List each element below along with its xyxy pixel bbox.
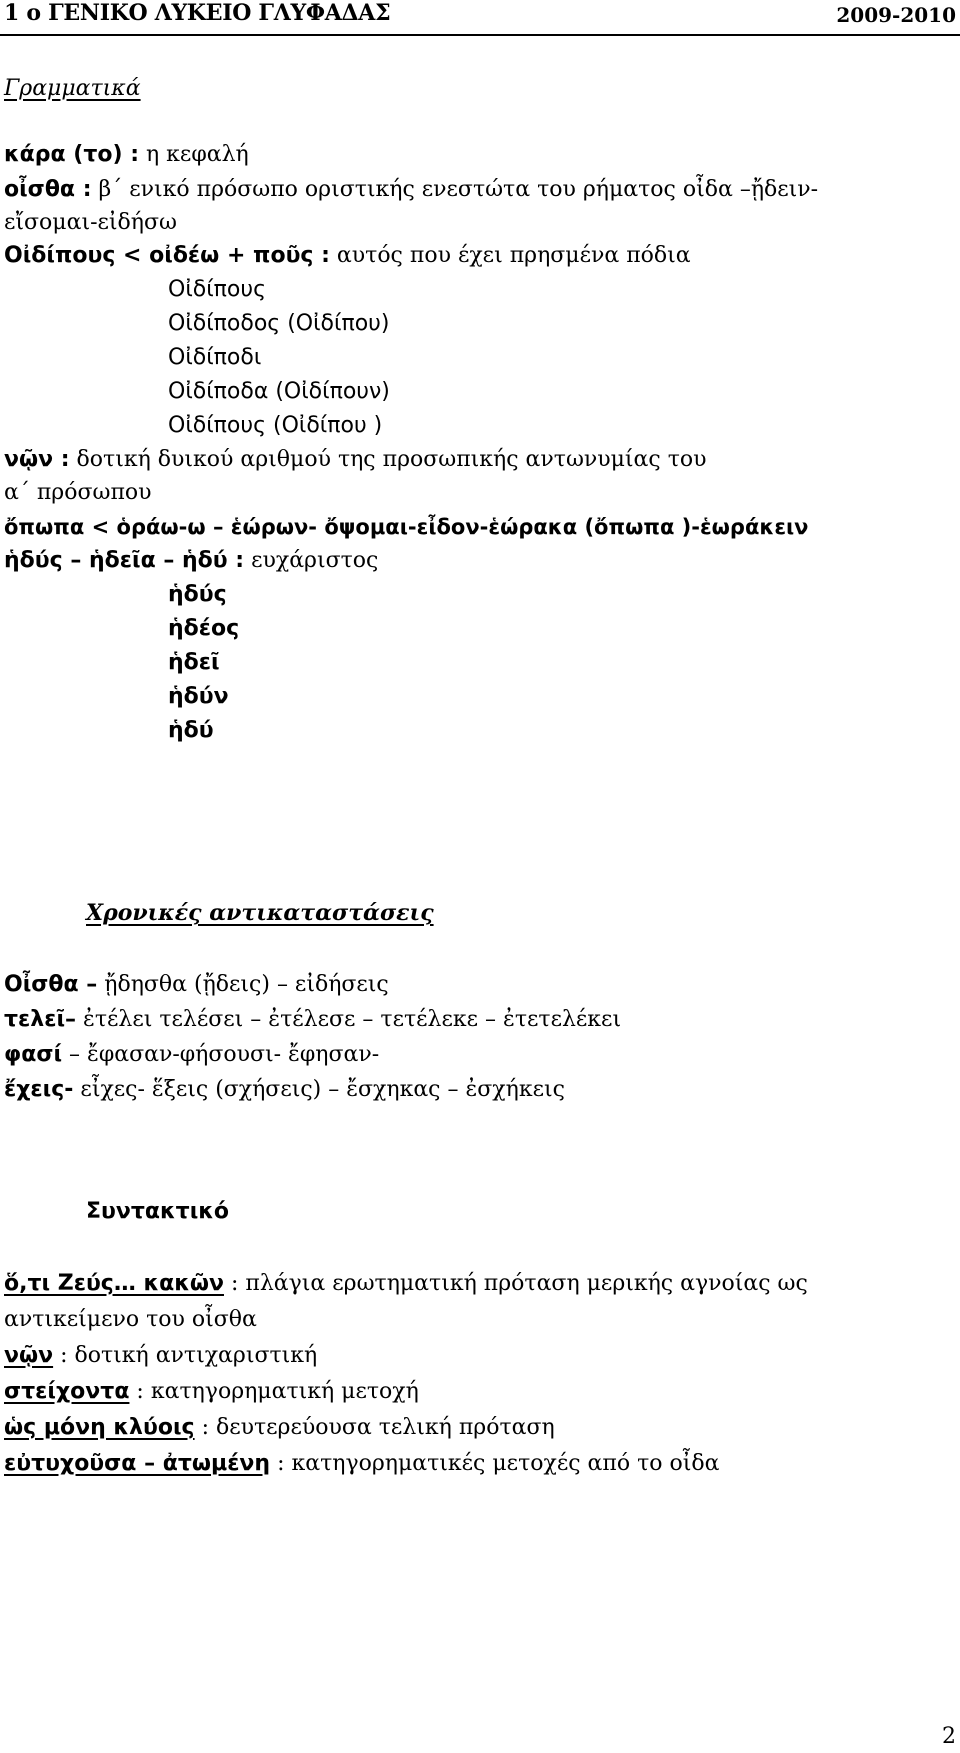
declension-line: ἡδύς (168, 582, 227, 607)
gloss-definition: η κεφαλή (139, 142, 249, 167)
syntax-explanation: : δευτερεύουσα τελική πρόταση (194, 1415, 555, 1440)
declension-line: Οἰδίπους (168, 277, 267, 302)
tense-term: Οἶσθα – (4, 972, 98, 997)
syntax-row (4, 1269, 808, 1299)
gloss-term: νῷν : (4, 447, 70, 472)
gloss-term: οἶσθα : (4, 177, 92, 202)
gloss-kara (4, 140, 249, 170)
gloss-non (4, 445, 707, 475)
declension-line: Οἰδίποδι (168, 345, 262, 370)
gloss-definition: δοτική δυικού αριθμού της προσωπικής αντωνυμίας του (69, 447, 707, 472)
syntax-row (4, 1413, 555, 1443)
gloss-oistha-cont: εἴσομαι-εἰδήσω (4, 210, 177, 235)
tense-row (4, 970, 389, 1000)
declension-line: ἡδύν (168, 684, 229, 709)
tense-forms: εἶχες- ἕξεις (σχήσεις) – ἔσχηκας – ἐσχήκεις (73, 1077, 565, 1102)
syntax-row-cont: αντικείμενο του οἶσθα (4, 1307, 257, 1332)
gloss-non-cont: α΄ πρόσωπου (4, 480, 152, 505)
syntax-row (4, 1377, 419, 1407)
tense-term: ἔχεις- (4, 1077, 74, 1102)
gloss-opopa: ὄπωπα < ὁράω-ω – ἑώρων- ὄψομαι-εἶδον-ἑώρακα (ὄπωπα )-ἑωράκειν (4, 515, 809, 539)
syntax-term: νῷν (4, 1343, 54, 1368)
gloss-definition: β΄ ενικό πρόσωπο οριστικής ενεστώτα του ρήματος οἶδα –ᾔδειν- (91, 177, 819, 202)
gloss-definition: αυτός που έχει πρησμένα πόδια (329, 243, 691, 268)
gloss-oistha (4, 175, 818, 205)
tense-row (4, 1040, 379, 1070)
declension-line: ἡδύ (168, 718, 214, 743)
declension-line: Οἰδίποδα (Οἰδίπουν) (168, 379, 390, 404)
grammar-heading: Γραμματικά (4, 76, 141, 101)
gloss-hedys (4, 546, 378, 576)
syntax-explanation: : κατηγορηματική μετοχή (129, 1379, 419, 1404)
page-number: 2 (942, 1724, 956, 1749)
header-rule (0, 34, 960, 36)
tense-row (4, 1005, 621, 1035)
declension-line: ἡδεῖ (168, 650, 220, 675)
syntax-term: ὅ,τι Ζεύς… κακῶν (4, 1271, 224, 1296)
syntax-explanation: : δοτική αντιχαριστική (53, 1343, 318, 1368)
syntax-term: ὡς μόνη κλύοις (4, 1415, 195, 1440)
gloss-term: Οἰδίπους < οἰδέω + ποῦς : (4, 243, 330, 268)
gloss-definition: ευχάριστος (244, 548, 379, 573)
tense-term: τελεῖ– (4, 1007, 77, 1032)
tense-term: φασί (4, 1042, 63, 1067)
syntax-row (4, 1341, 317, 1371)
page-header (0, 0, 960, 34)
syntax-row (4, 1449, 719, 1479)
gloss-term: κάρα (το) : (4, 142, 139, 167)
gloss-oidipous (4, 241, 691, 271)
syntax-explanation: : πλάγια ερωτηματική πρόταση μερικής αγνοίας ως (223, 1271, 808, 1296)
school-name: 1 ο ΓΕΝΙΚΟ ΛΥΚΕΙΟ ΓΛΥΦΑΔΑΣ (4, 0, 391, 26)
declension-line: Οἰδίποδος (Οἰδίπου) (168, 311, 390, 336)
syntax-heading: Συντακτικό (86, 1199, 230, 1224)
tense-forms: – ἔφασαν-φήσουσι- ἔφησαν- (62, 1042, 380, 1067)
syntax-term: εὐτυχοῦσα – ἀτωμένη (4, 1451, 271, 1476)
declension-line: ἡδέος (168, 616, 240, 641)
tense-row (4, 1075, 565, 1105)
tense-forms: ᾔδησθα (ᾔδεις) – εἰδήσεις (97, 972, 389, 997)
syntax-explanation: : κατηγορηματικές μετοχές από το οἶδα (270, 1451, 720, 1476)
syntax-term: στείχοντα (4, 1379, 130, 1404)
tense-forms: ἐτέλει τελέσει – ἐτέλεσε – τετέλεκε – ἐτετελέκει (76, 1007, 622, 1032)
tense-heading: Χρονικές αντικαταστάσεις (86, 900, 434, 926)
school-year: 2009-2010 (836, 3, 956, 27)
declension-line: Οἰδίπους (Οἰδίπου ) (168, 413, 383, 438)
gloss-term: ἡδύς – ἡδεῖα – ἡδύ : (4, 548, 245, 573)
